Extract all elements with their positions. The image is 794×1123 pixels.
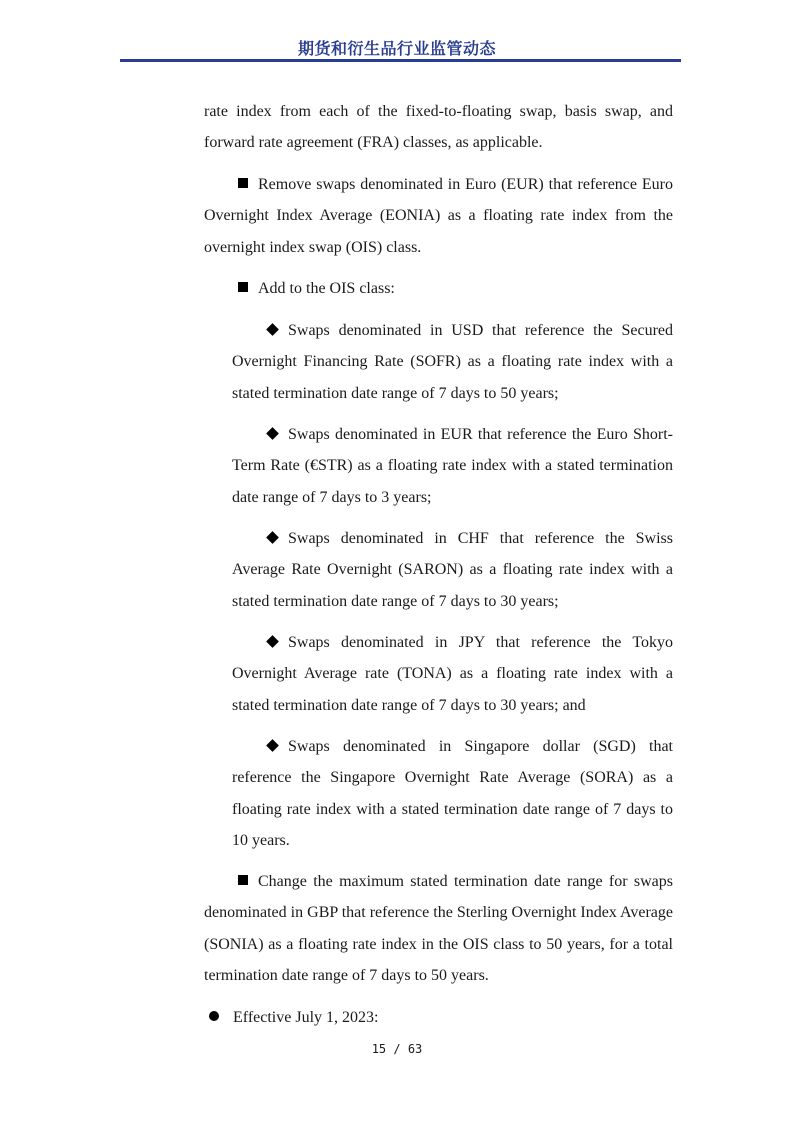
square-bullet-icon [238,875,248,885]
diamond-bullet-icon [266,739,279,752]
bullet-text: Remove swaps denominated in Euro (EUR) that reference Euro Overnight Index Average (EONIA) as a floating rate index from the overnight index swap (OIS) class. [204,176,673,256]
paragraph-continuation [204,96,673,159]
sub-bullet-sora [232,731,673,856]
diamond-bullet-icon [266,427,279,440]
sub-bullet-text: Swaps denominated in JPY that reference the Tokyo Overnight Average rate (TONA) as a floating rate index with a stated termination date range of 7 days to 30 years; and [232,634,673,714]
page-header-title: 期货和衍生品行业监管动态 [297,39,496,58]
header-divider [120,59,681,62]
sub-bullet-estr [232,419,673,513]
round-bullet-icon [209,1011,219,1021]
diamond-bullet-icon [266,323,279,336]
bullet-text: Add to the OIS class: [258,280,395,297]
bullet-item-sonia [204,866,673,991]
sub-bullet-saron [232,523,673,617]
diamond-bullet-icon [266,635,279,648]
diamond-bullet-icon [266,531,279,544]
square-bullet-icon [238,178,248,188]
paragraph-text: rate index from each of the fixed-to-floating swap, basis swap, and forward rate agreement (FRA) classes, as applicable. [204,103,673,152]
square-bullet-icon [238,282,248,292]
bullet-item-remove-eonia [204,169,673,263]
bullet-text: Change the maximum stated termination date range for swaps denominated in GBP that reference the Sterling Overnight Index Average (SONIA) as a floating rate index in the OIS class to 50 years, for a total termination date range of 7 days to 50 years. [204,873,673,984]
sub-bullet-text: Swaps denominated in EUR that reference the Euro Short-Term Rate (€STR) as a floating rate index with a stated termination date range of 7 days to 3 years; [232,426,673,506]
bullet-item-add-ois [204,273,673,304]
sub-bullet-text: Swaps denominated in USD that reference the Secured Overnight Financing Rate (SOFR) as a floating rate index with a stated termination date range of 7 days to 50 years; [232,322,673,402]
page-number: 15 / 63 [371,1042,423,1056]
bullet-text: Effective July 1, 2023: [233,1009,379,1026]
sub-bullet-text: Swaps denominated in Singapore dollar (SGD) that reference the Singapore Overnight Rate Average (SORA) as a floating rate index with a stated termination date range of 7 days to 10 years. [232,738,673,849]
bullet-item-effective-date [204,1002,673,1033]
sub-bullet-tona [232,627,673,721]
sub-bullet-sofr [232,315,673,409]
sub-bullet-text: Swaps denominated in CHF that reference the Swiss Average Rate Overnight (SARON) as a floating rate index with a stated termination date range of 7 days to 30 years; [232,530,673,610]
